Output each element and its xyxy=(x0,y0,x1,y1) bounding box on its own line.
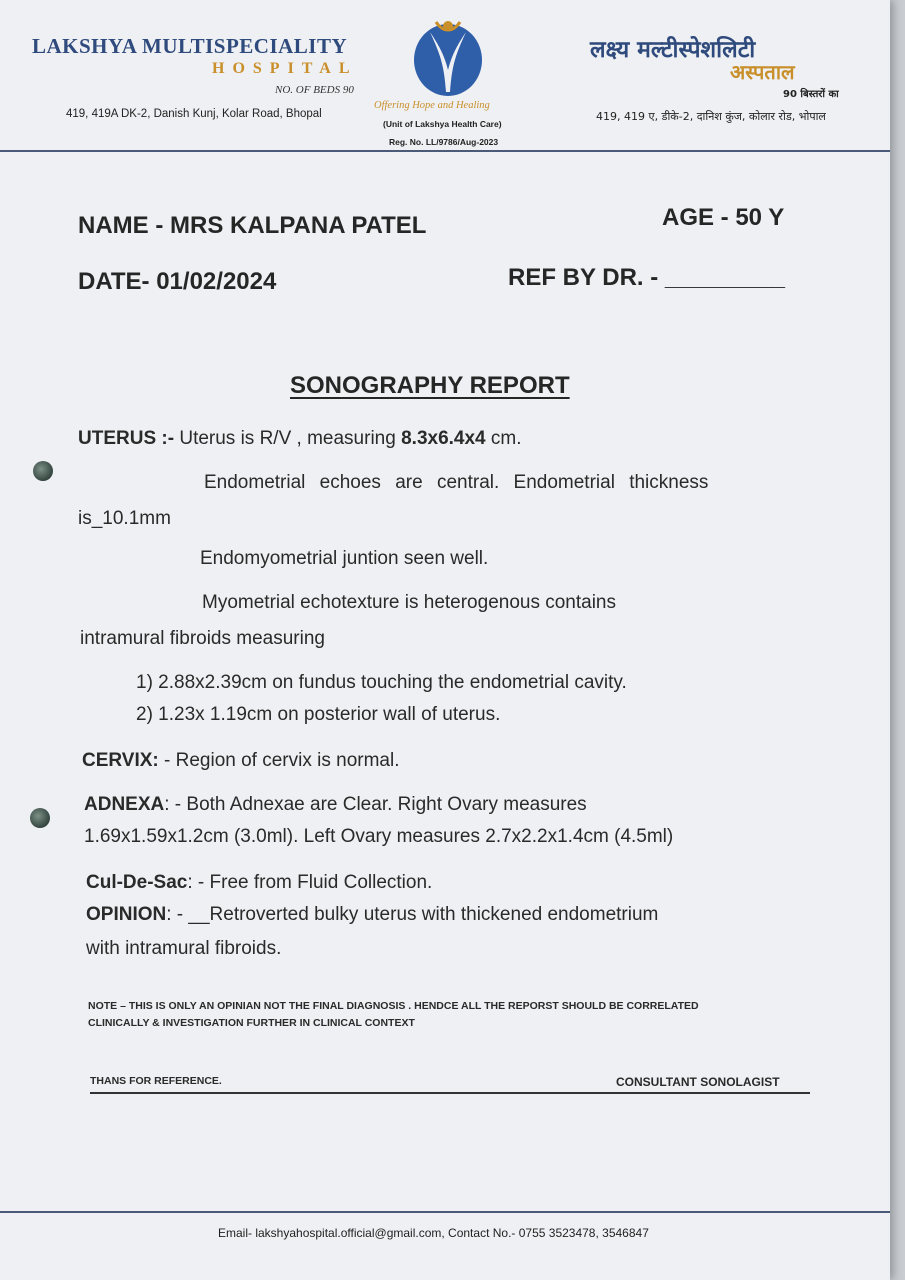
culdesac-label: Cul-De-Sac xyxy=(86,872,188,893)
myometrial-line-2: intramural fibroids measuring xyxy=(80,628,325,649)
culdesac-text: : - Free from Fluid Collection. xyxy=(187,872,433,893)
uterus-label: UTERUS :- xyxy=(78,428,175,449)
header-divider xyxy=(0,150,890,152)
footer-contact: Email- lakshyahospital.official@gmail.com, Contact No.- 0755 3523478, 3546847 xyxy=(218,1226,649,1240)
punch-hole-top xyxy=(33,461,53,481)
cervix-label: CERVIX: xyxy=(82,750,159,771)
report-title: SONOGRAPHY REPORT xyxy=(290,372,570,399)
fibroid-item-2: 2) 1.23x 1.19cm on posterior wall of uterus. xyxy=(136,704,501,725)
hospital-word-hi: अस्पताल xyxy=(730,60,795,84)
hospital-logo-icon xyxy=(410,14,486,100)
address-en: 419, 419A DK-2, Danish Kunj, Kolar Road, Bhopal xyxy=(66,108,322,120)
patient-age: AGE - 50 Y xyxy=(662,204,785,231)
opinion-text-1: : - __Retroverted bulky uterus with thickened endometrium xyxy=(166,904,659,925)
beds-hi: 90 बिस्तरों का xyxy=(783,89,839,100)
adnexa-line-1 xyxy=(84,794,587,816)
sonologist-signature: CONSULTANT SONOLAGIST xyxy=(616,1075,780,1089)
uterus-line xyxy=(78,428,522,450)
adnexa-line-2: 1.69x1.59x1.2cm (3.0ml). Left Ovary measures 2.7x2.2x1.4cm (4.5ml) xyxy=(84,826,674,847)
beds-en: NO. OF BEDS 90 xyxy=(275,84,354,96)
culdesac-line xyxy=(86,872,432,894)
footer-divider xyxy=(0,1211,890,1213)
opinion-label: OPINION xyxy=(86,904,167,925)
opinion-line-1 xyxy=(86,904,658,926)
uterus-measure: 8.3x6.4x4 xyxy=(401,428,486,449)
signature-divider xyxy=(90,1092,810,1094)
hospital-word-en: HOSPITAL xyxy=(212,60,358,77)
myometrial-line-1: Myometrial echotexture is heterogenous contains xyxy=(202,592,617,613)
junction-line: Endomyometrial juntion seen well. xyxy=(200,548,489,569)
patient-name: NAME - MRS KALPANA PATEL xyxy=(78,212,427,239)
disclaimer-line-1: NOTE – THIS IS ONLY AN OPINIAN NOT THE FINAL DIAGNOSIS . HENDCE ALL THE REPORST SHOULD BE CORRELATED xyxy=(88,1000,699,1012)
cervix-line xyxy=(82,750,399,772)
address-hi: 419, 419 ए, डीके-2, दानिश कुंज, कोलार रोड, भोपाल xyxy=(596,110,826,123)
thanks-text: THANS FOR REFERENCE. xyxy=(90,1075,222,1087)
hospital-name-en: LAKSHYA MULTISPECIALITY xyxy=(32,34,348,58)
hospital-name-hi: लक्ष्य मल्टीस्पेशलिटी xyxy=(590,37,756,63)
unit-text: (Unit of Lakshya Health Care) xyxy=(383,119,502,129)
uterus-unit: cm. xyxy=(485,428,522,449)
report-date: DATE- 01/02/2024 xyxy=(78,268,277,295)
adnexa-label: ADNEXA xyxy=(84,794,165,815)
opinion-line-2: with intramural fibroids. xyxy=(86,938,282,959)
uterus-text: Uterus is R/V , measuring xyxy=(174,428,402,449)
tagline: Offering Hope and Healing xyxy=(374,100,490,111)
adnexa-text-1: : - Both Adnexae are Clear. Right Ovary measures xyxy=(164,794,587,815)
cervix-text: - Region of cervix is normal. xyxy=(158,750,400,771)
endometrial-line-2: is_10.1mm xyxy=(78,508,171,529)
referred-by: REF BY DR. - _________ xyxy=(508,264,786,291)
endometrial-line-1: Endometrial echoes are central. Endometrial thickness xyxy=(204,472,709,493)
registration-number: Reg. No. LL/9786/Aug-2023 xyxy=(389,137,499,147)
disclaimer-line-2: CLINICALLY & INVESTIGATION FURTHER IN CLINICAL CONTEXT xyxy=(88,1017,415,1029)
punch-hole-bottom xyxy=(30,808,50,828)
fibroid-item-1: 1) 2.88x2.39cm on fundus touching the endometrial cavity. xyxy=(136,672,627,693)
